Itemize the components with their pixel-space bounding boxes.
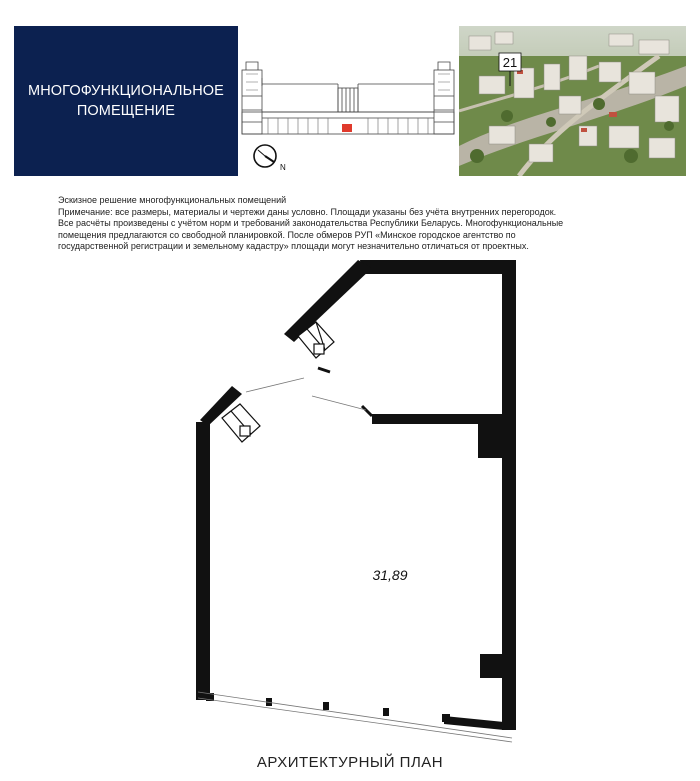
notes-block [58, 195, 658, 253]
aerial-view-image [459, 26, 686, 176]
notes-heading: Эскизное решение многофункциональных помещений [58, 195, 287, 205]
plan-caption: АРХИТЕКТУРНЫЙ ПЛАН [256, 754, 444, 771]
notes-line: Примечание: все размеры, материалы и чертежи даны условно. Площади указаны без учёта внутренних перегородок. [58, 206, 557, 217]
building-number-label: 21 [502, 55, 518, 70]
window-mullion [323, 702, 329, 710]
notes-line: Все расчёты произведены с учётом норм и требований законодательства Республики Беларусь. Многофункциональные [58, 218, 564, 228]
title-line-2: ПОМЕЩЕНИЕ [76, 103, 176, 119]
wall-top [360, 260, 516, 274]
architectural-plan [0, 250, 700, 750]
wall-bottom-right [444, 716, 504, 730]
floor-plan-drawing [0, 250, 700, 750]
ventilation-unit-lower [222, 404, 260, 442]
area-label: 31,89 [372, 567, 408, 583]
wall-column-lower [480, 654, 504, 678]
title-line-1: МНОГОФУНКЦИОНАЛЬНОЕ [28, 83, 224, 99]
window-mullion [383, 708, 389, 716]
notes-line: помещения предлагаются со свободной планировкой. После обмеров РУП «Минское городское агентство по [58, 229, 516, 240]
key-plan [238, 26, 458, 176]
notes-line: государственной регистрации и земельному кадастру» площади могут незначительно отличаться от проектных. [58, 241, 529, 251]
wall-left [196, 422, 210, 700]
highlighted-unit-marker [342, 124, 352, 132]
key-plan-drawing [238, 26, 458, 176]
wall-right [502, 260, 516, 730]
page-title [28, 81, 224, 121]
wall-inner [372, 414, 504, 424]
compass-north-label: N [280, 163, 286, 172]
compass-icon [254, 145, 276, 167]
title-box [14, 26, 238, 176]
aerial-view-drawing [459, 26, 686, 176]
wall-diagonal-upper [284, 260, 372, 342]
